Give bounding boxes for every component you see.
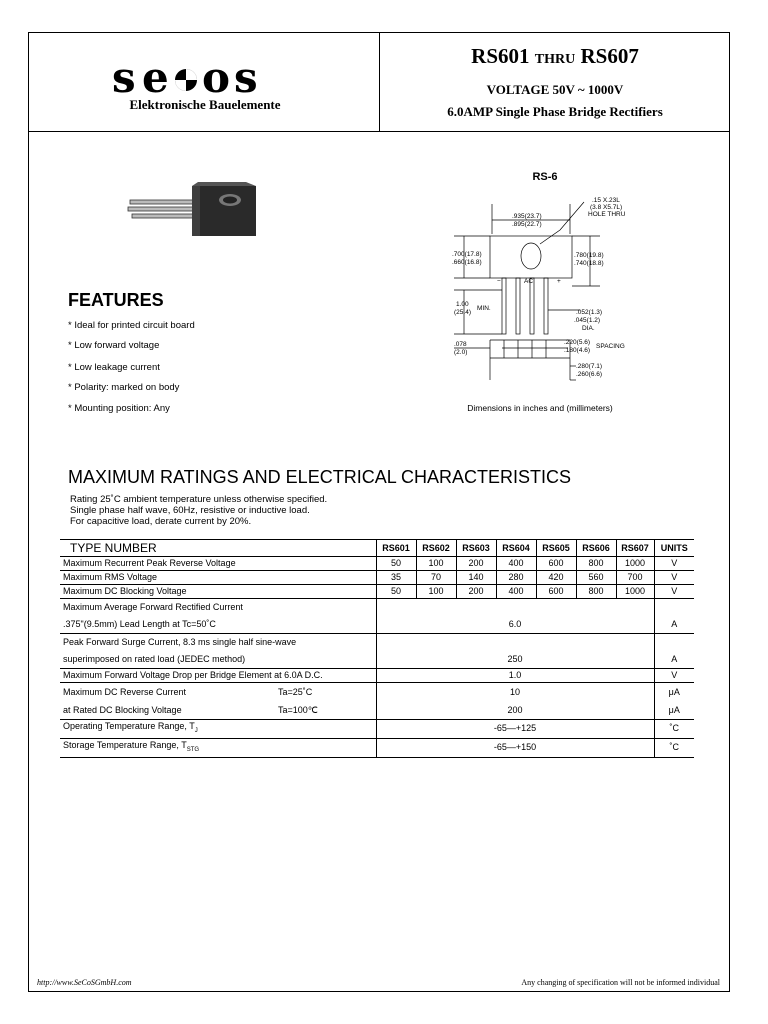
terminal-plus: + — [557, 278, 561, 285]
model-header: RS603 — [456, 540, 496, 557]
dimension-caption: Dimensions in inches and (millimeters) — [467, 403, 613, 413]
dim-height-2: .660(16.8) — [452, 259, 482, 266]
model-header: RS604 — [496, 540, 536, 557]
terminal-minus: − — [497, 278, 501, 285]
table-row: Maximum Average Forward Rectified Current — [60, 599, 694, 617]
svg-text:s: s — [112, 54, 139, 98]
dim-dia-3: DIA. — [582, 325, 595, 332]
ratings-heading: MAXIMUM RATINGS AND ELECTRICAL CHARACTERISTICS — [68, 467, 572, 487]
ratings-table — [60, 539, 694, 758]
package-name: RS-6 — [532, 171, 558, 183]
footer-url[interactable]: http://www.SeCoSGmbH.com — [37, 978, 132, 987]
dim-height-1: .700(17.8) — [452, 251, 482, 258]
table-row: Maximum Recurrent Peak Reverse Voltage 50 100 200 400 600 800 1000 V — [60, 557, 694, 571]
model-header: RS605 — [536, 540, 576, 557]
rating-note: For capacitive load, derate current by 20%. — [70, 516, 252, 527]
package-photo — [126, 182, 258, 238]
dim-lead-1: 1.00 — [456, 301, 469, 308]
units-header: UNITS — [654, 540, 694, 557]
brand-logo — [110, 54, 290, 98]
table-row: at Rated DC Blocking Voltage Ta=100℃ 200 μA — [60, 701, 694, 720]
model-header: RS606 — [576, 540, 616, 557]
dim-height-right-1: .780(19.8) — [574, 252, 604, 259]
footer-notice: Any changing of specification will not be informed individual — [521, 978, 720, 987]
type-number-header: TYPE NUMBER — [60, 540, 376, 557]
table-row: Maximum DC Blocking Voltage 50 100 200 400 600 800 1000 V — [60, 585, 694, 599]
dim-width-1: .935(23.7) — [512, 213, 542, 220]
table-row: .375"(9.5mm) Lead Length at Tc=50˚C 6.0 A — [60, 616, 694, 634]
features-heading: FEATURES — [68, 290, 164, 310]
dim-lead-min: MIN. — [477, 305, 491, 312]
dim-hole-3: HOLE THRU — [588, 211, 626, 218]
thru-label: THRU — [534, 52, 576, 67]
table-row: Maximum DC Reverse Current Ta=25˚C 10 μA — [60, 683, 694, 702]
dim-body-2: .260(6.6) — [576, 371, 603, 378]
table-header-row — [60, 540, 694, 557]
voltage-range: VOLTAGE 50V ~ 1000V — [486, 82, 624, 97]
dim-dia-1: .052(1.3) — [576, 309, 603, 316]
page-title — [380, 44, 730, 69]
model-header: RS607 — [616, 540, 654, 557]
table-row: Operating Temperature Range, $T_J$ -65—+125 ˚C — [60, 720, 694, 739]
dim-spacing-2: .180(4.6) — [564, 347, 591, 354]
terminal-ac: AC — [524, 278, 534, 285]
dimension-drawing — [440, 190, 640, 390]
brand-subtitle: Elektronische Bauelemente — [129, 97, 281, 112]
part-to: RS607 — [580, 44, 639, 68]
feature-item: * Low forward voltage — [68, 340, 160, 351]
table-row: Maximum RMS Voltage 35 70 140 280 420 560 700 V — [60, 571, 694, 585]
table-row: superimposed on rated load (JEDEC method) 250 A — [60, 651, 694, 669]
feature-item: * Mounting position: Any — [68, 403, 170, 414]
dim-hole-1: .15 X.23L — [592, 197, 620, 204]
dim-spacing-label: SPACING — [596, 343, 625, 350]
dim-height-right-2: .740(18.8) — [574, 260, 604, 267]
model-header: RS602 — [416, 540, 456, 557]
rating-note: Single phase half wave, 60Hz, resistive or inductive load. — [70, 505, 310, 516]
dim-lead-2: (25.4) — [454, 309, 471, 316]
feature-item: * Ideal for printed circuit board — [68, 320, 195, 331]
feature-item: * Polarity: marked on body — [68, 382, 180, 393]
svg-text:s: s — [234, 54, 258, 98]
dim-dia-2: .045(1.2) — [574, 317, 601, 324]
table-row: Maximum Forward Voltage Drop per Bridge Element at 6.0A D.C. 1.0 V — [60, 669, 694, 683]
dim-hole-2: (3.8 X5.7L) — [590, 204, 623, 211]
rating-note: Rating 25˚C ambient temperature unless otherwise specified. — [70, 494, 328, 505]
dim-t-1: .078 — [454, 341, 467, 348]
product-description: 6.0AMP Single Phase Bridge Rectifiers — [447, 104, 663, 119]
dim-width-2: .895(22.7) — [512, 221, 542, 228]
svg-text:e: e — [142, 54, 169, 98]
model-header: RS601 — [376, 540, 416, 557]
table-row: Peak Forward Surge Current, 8.3 ms single half sine-wave — [60, 634, 694, 652]
svg-text:o: o — [202, 54, 231, 98]
dim-body-1: .280(7.1) — [576, 363, 603, 370]
feature-item: * Low leakage current — [68, 362, 160, 373]
dim-spacing-1: .220(5.6) — [564, 339, 591, 346]
table-row: Storage Temperature Range, $T_{STG}$ -65—+150 ˚C — [60, 738, 694, 757]
part-from: RS601 — [471, 44, 530, 68]
dim-t-2: (2.0) — [454, 349, 468, 356]
